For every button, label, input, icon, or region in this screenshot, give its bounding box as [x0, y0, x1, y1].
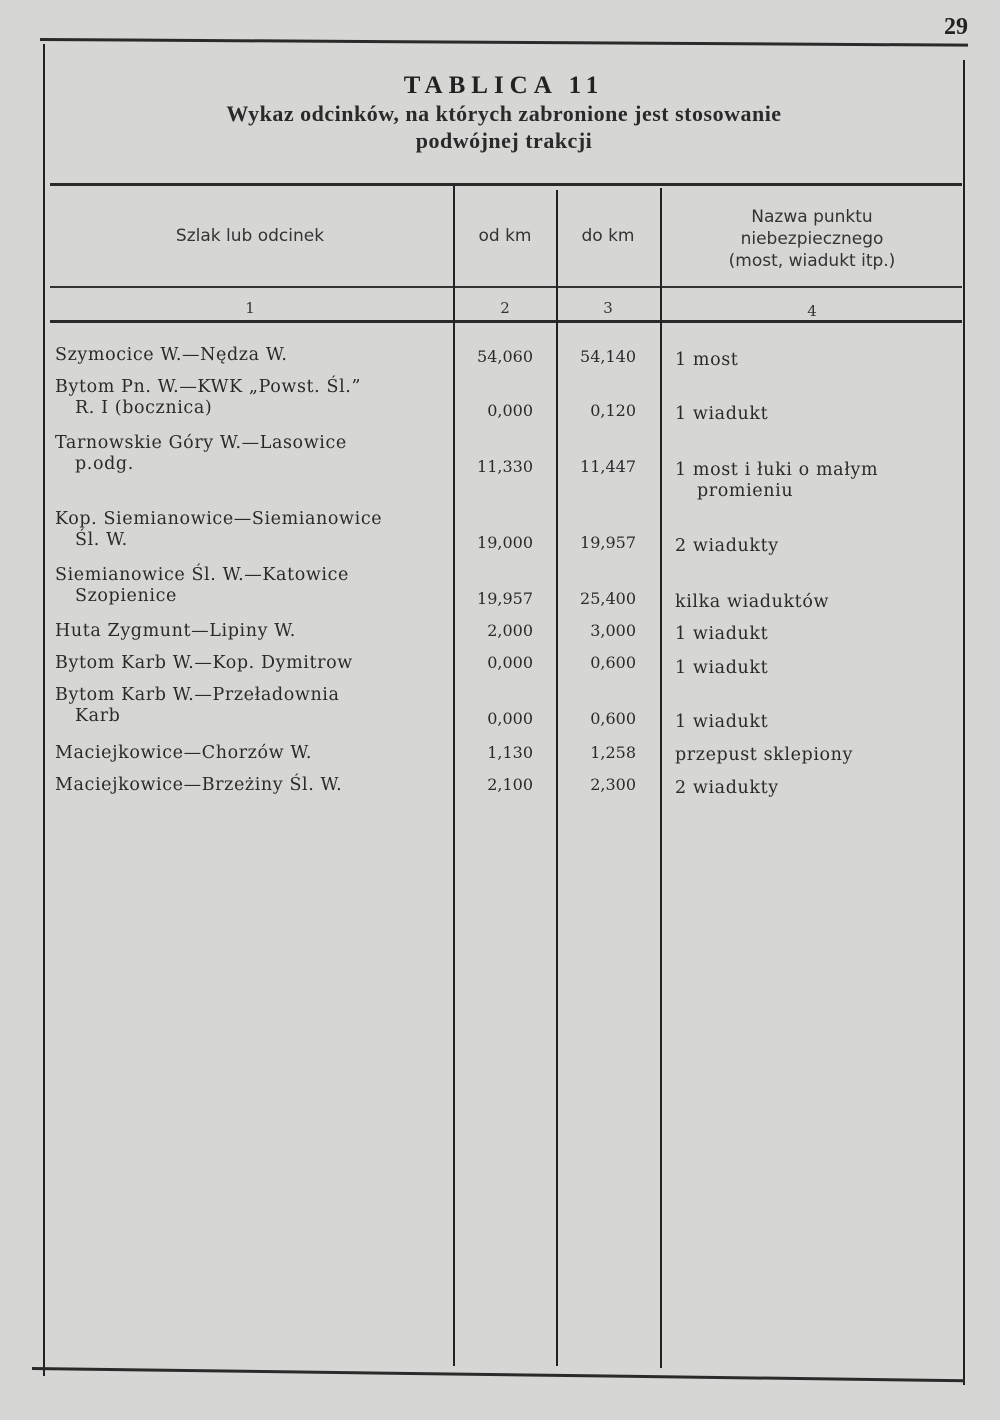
point-line: przepust sklepiony [675, 745, 854, 765]
route-line: Bytom Karb W.—Przeładownia [55, 685, 340, 705]
column-divider-3 [660, 188, 662, 1368]
table-row-to-km: 11,447 [580, 457, 636, 476]
table-row-to-km: 2,300 [590, 775, 636, 794]
table-row-route [55, 433, 445, 475]
header-point-line3: (most, wiadukt itp.) [728, 251, 896, 271]
frame-left-border [43, 44, 45, 1376]
point-line: 2 wiadukty [675, 778, 779, 798]
table-row-from-km: 0,000 [487, 653, 533, 672]
table-row-point-name [675, 712, 960, 733]
route-continuation: Śl. W. [75, 530, 128, 550]
point-line: 1 wiadukt [675, 712, 769, 732]
header-top-rule [50, 183, 962, 186]
table-row-from-km: 54,060 [477, 347, 533, 366]
route-line: Bytom Pn. W.—KWK „Powst. Śl.” [55, 377, 361, 397]
table-row-to-km: 0,120 [590, 401, 636, 420]
table-row-route [55, 775, 445, 796]
point-line: 1 most i łuki o małym [675, 460, 879, 480]
table-row-point-name [675, 404, 960, 425]
route-line: Maciejkowice—Brzeżiny Śl. W. [55, 775, 343, 795]
route-line: Tarnowskie Góry W.—Lasowice [55, 433, 347, 453]
table-row-to-km: 54,140 [580, 347, 636, 366]
table-title-block [45, 72, 963, 154]
route-line: Maciejkowice—Chorzów W. [55, 743, 313, 763]
route-continuation: Karb [75, 706, 121, 726]
header-point-name [662, 206, 962, 272]
table-row-route [55, 377, 445, 419]
table-subtitle-line2: podwójnej trakcji [415, 128, 593, 153]
table-row-point-name [675, 460, 960, 502]
point-line: 1 wiadukt [675, 624, 769, 644]
table-row-from-km: 2,000 [487, 621, 533, 640]
column-number-4: 4 [807, 302, 817, 320]
table-row-route [55, 509, 445, 551]
route-continuation: R. I (bocznica) [75, 398, 213, 418]
column-number-1: 1 [245, 299, 255, 317]
point-line: 1 most [675, 350, 739, 370]
header-to-km: do km [581, 226, 635, 246]
header-mid-rule [50, 286, 962, 288]
header-route: Szlak lub odcinek [175, 226, 325, 246]
table-row-from-km: 1,130 [487, 743, 533, 762]
point-line: kilka wiaduktów [675, 592, 830, 612]
bottom-rule [32, 1367, 965, 1382]
table-row-from-km: 0,000 [487, 401, 533, 420]
table-row-point-name [675, 350, 960, 371]
route-line: Kop. Siemianowice—Siemianowice [55, 509, 383, 529]
table-row-to-km: 0,600 [590, 709, 636, 728]
table-row-from-km: 0,000 [487, 709, 533, 728]
table-row-from-km: 19,957 [477, 589, 533, 608]
table-row-route [55, 685, 445, 727]
route-continuation: Szopienice [75, 586, 177, 606]
table-row-route [55, 565, 445, 607]
header-from-km: od km [478, 226, 532, 246]
point-line: 1 wiadukt [675, 404, 769, 424]
table-row-route [55, 743, 445, 764]
table-row-point-name [675, 592, 960, 613]
top-rule [40, 38, 968, 47]
header-point-line1: Nazwa punktu [751, 207, 873, 227]
point-continuation: promieniu [697, 481, 794, 501]
header-point-line2: niebezpiecznego [740, 229, 884, 249]
table-row-point-name [675, 745, 960, 766]
table-row-route [55, 621, 445, 642]
route-line: Szymocice W.—Nędza W. [55, 345, 288, 365]
table-row-from-km: 11,330 [477, 457, 533, 476]
frame-right-border [963, 60, 965, 1385]
page-number: 29 [944, 14, 968, 40]
table-row-to-km: 0,600 [590, 653, 636, 672]
table-row-from-km: 19,000 [477, 533, 533, 552]
point-line: 1 wiadukt [675, 658, 769, 678]
table-subtitle-line1: Wykaz odcinków, na których zabronione jest stosowanie [226, 101, 782, 126]
table-row-to-km: 19,957 [580, 533, 636, 552]
column-number-2: 2 [500, 299, 510, 317]
route-line: Bytom Karb W.—Kop. Dymitrow [55, 653, 353, 673]
table-row-to-km: 1,258 [590, 743, 636, 762]
route-line: Huta Zygmunt—Lipiny W. [55, 621, 296, 641]
table-row-point-name [675, 658, 960, 679]
route-continuation: p.odg. [75, 454, 134, 474]
header-bottom-rule [50, 320, 962, 323]
table-label: TABLICA 11 [403, 72, 605, 99]
table-row-route [55, 345, 445, 366]
table-row-to-km: 25,400 [580, 589, 636, 608]
table-row-from-km: 2,100 [487, 775, 533, 794]
route-line: Siemianowice Śl. W.—Katowice [55, 565, 349, 585]
table-row-point-name [675, 778, 960, 799]
table-row-point-name [675, 624, 960, 645]
table-row-point-name [675, 536, 960, 557]
column-number-3: 3 [603, 299, 613, 317]
table-row-route [55, 653, 445, 674]
point-line: 2 wiadukty [675, 536, 779, 556]
table-row-to-km: 3,000 [590, 621, 636, 640]
